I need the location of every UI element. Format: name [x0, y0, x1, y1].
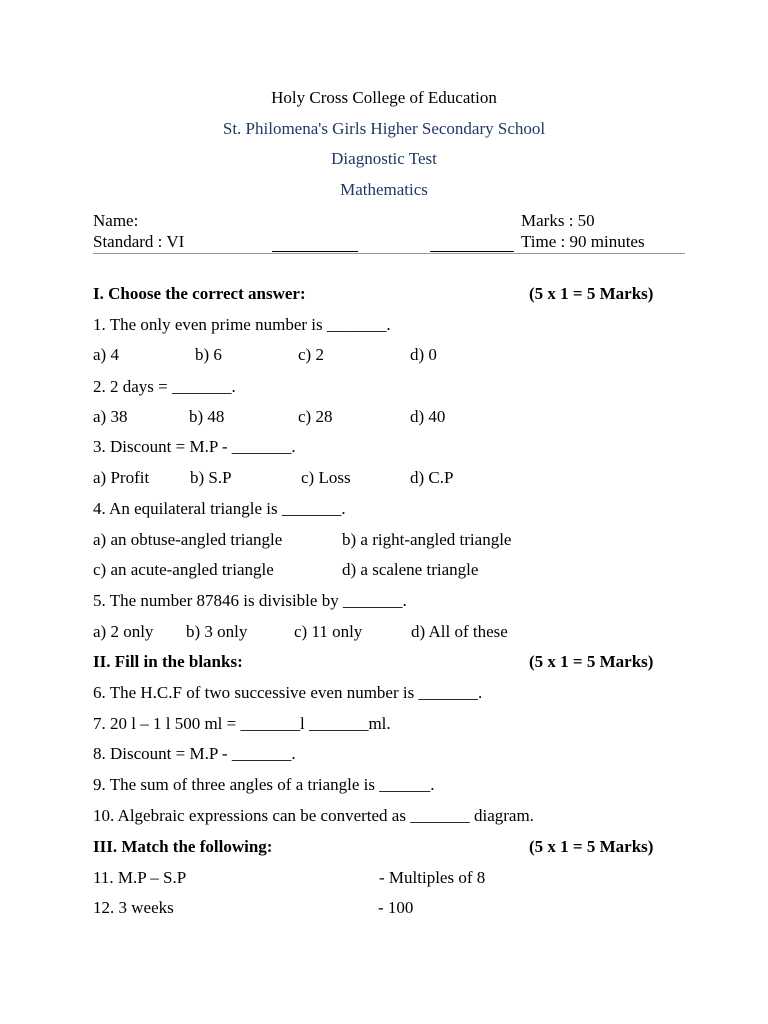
question-5: 5. The number 87846 is divisible by _______.	[93, 591, 407, 610]
section-1-marks: (5 x 1 = 5 Marks)	[529, 284, 654, 303]
q5-option-b: b) 3 only	[186, 622, 248, 641]
match-item-12-right: - 100	[378, 898, 414, 917]
q3-option-c: c) Loss	[301, 468, 351, 487]
question-1: 1. The only even prime number is _______.	[93, 315, 391, 334]
q4-option-c: c) an acute-angled triangle	[93, 560, 274, 579]
question-3: 3. Discount = M.P - _______.	[93, 437, 296, 456]
section-2-marks: (5 x 1 = 5 Marks)	[529, 652, 654, 671]
header-underline	[272, 251, 358, 252]
standard-label: Standard : VI	[93, 232, 185, 251]
q1-option-b: b) 6	[195, 345, 222, 364]
test-title: Diagnostic Test	[331, 149, 437, 168]
time-allowed: Time : 90 minutes	[521, 232, 645, 251]
name-field-label: Name:	[93, 211, 139, 230]
question-2: 2. 2 days = _______.	[93, 377, 236, 396]
question-4: 4. An equilateral triangle is _______.	[93, 499, 346, 518]
q5-option-c: c) 11 only	[294, 622, 363, 641]
q4-option-b: b) a right-angled triangle	[342, 530, 512, 549]
question-7: 7. 20 l – 1 l 500 ml = _______l _______ml.	[93, 714, 391, 733]
question-9: 9. The sum of three angles of a triangle is ______.	[93, 775, 435, 794]
q5-option-a: a) 2 only	[93, 622, 154, 641]
q2-option-c: c) 28	[298, 407, 333, 426]
match-item-12-left: 12. 3 weeks	[93, 898, 174, 917]
college-name: Holy Cross College of Education	[271, 88, 497, 107]
q1-option-d: d) 0	[410, 345, 437, 364]
question-6: 6. The H.C.F of two successive even number is _______.	[93, 683, 483, 702]
section-3-marks: (5 x 1 = 5 Marks)	[529, 837, 654, 856]
q3-option-a: a) Profit	[93, 468, 150, 487]
match-item-11-right: - Multiples of 8	[379, 868, 486, 887]
subject-title: Mathematics	[340, 180, 428, 199]
school-name: St. Philomena's Girls Higher Secondary School	[222, 119, 546, 138]
total-marks: Marks : 50	[521, 211, 595, 230]
match-item-11-left: 11. M.P – S.P	[93, 868, 187, 887]
q4-option-d: d) a scalene triangle	[342, 560, 479, 579]
q1-option-c: c) 2	[298, 345, 324, 364]
header-divider	[93, 253, 685, 254]
q2-option-b: b) 48	[189, 407, 225, 426]
section-2-title: II. Fill in the blanks:	[93, 652, 243, 671]
section-1-title: I. Choose the correct answer:	[93, 284, 306, 303]
q2-option-d: d) 40	[410, 407, 446, 426]
question-8: 8. Discount = M.P - _______.	[93, 744, 296, 763]
q5-option-d: d) All of these	[411, 622, 508, 641]
q2-option-a: a) 38	[93, 407, 128, 426]
q1-option-a: a) 4	[93, 345, 119, 364]
header-underline	[430, 251, 514, 252]
question-10: 10. Algebraic expressions can be converted as _______ diagram.	[93, 806, 534, 825]
q3-option-d: d) C.P	[410, 468, 454, 487]
q3-option-b: b) S.P	[190, 468, 232, 487]
q4-option-a: a) an obtuse-angled triangle	[93, 530, 283, 549]
section-3-title: III. Match the following:	[93, 837, 273, 856]
